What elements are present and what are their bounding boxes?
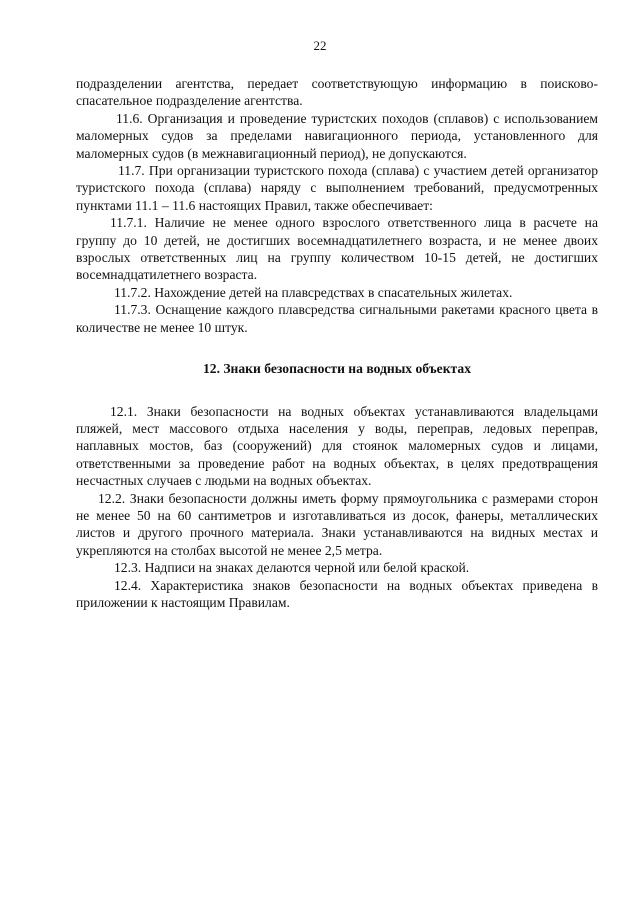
paragraph-11-6: 11.6. Организация и проведение туристских походов (сплавов) с использованием маломерных судов за пределами навигационного периода, установленного для маломерных судов (в межнавигационный период), не допускаются. — [76, 110, 598, 161]
paragraph-12-4: 12.4. Характеристика знаков безопасности на водных объектах приведена в приложении к настоящим Правилам. — [76, 577, 598, 610]
paragraph-11-7: 11.7. При организации туристского похода (сплава) с участием детей организатор туристского похода (сплава) наряду с выполнением требований, предусмотренных пунктами 11.1 – 11.6 настоящих Правил, также обеспечивает: — [76, 163, 598, 213]
paragraph-11-7-3: 11.7.3. Оснащение каждого плавсредства сигнальными ракетами красного цвета в количестве не менее 10 штук. — [76, 302, 598, 335]
document-body — [76, 75, 598, 611]
paragraph-11-7-1: 11.7.1. Наличие не менее одного взрослого ответственного лица в расчете на группу до 10 детей, не достигших восемнадцатилетнего возраста, и не менее двоих взрослых ответственных лиц на группу количеством 10-15 детей, не достигших восемнадцатилетнего возраста. — [76, 215, 598, 283]
paragraph-12-1: 12.1. Знаки безопасности на водных объектах устанавливаются владельцами пляжей, мест массового отдыха населения у воды, переправ, ледовых переправ, наплавных мостов, баз (сооружений) для стоянок маломерных судов и лицами, ответственными за проведение работ на водных объектах, в целях предотвращения несчастных случаев с людьми на водных объектах. — [76, 403, 598, 489]
paragraph-continuation: подразделении агентства, передает соответствующую информацию в поисково-спасательное подразделение агентства. — [76, 76, 598, 109]
page-number: 22 — [313, 38, 327, 53]
paragraph-12-2: 12.2. Знаки безопасности должны иметь форму прямоугольника с размерами сторон не менее 50 на 60 сантиметров и изготавливаться из досок, фанеры, металлических листов и другого прочного материала. Знаки устанавливаются на видных местах и укрепляются на столбах высотой не менее 2,5 метра. — [76, 490, 598, 558]
paragraph-11-7-2: 11.7.2. Нахождение детей на плавсредствах в спасательных жилетах. — [114, 284, 513, 300]
paragraph-12-3: 12.3. Надписи на знаках делаются черной или белой краской. — [114, 560, 470, 576]
section-title: 12. Знаки безопасности на водных объектах — [202, 361, 471, 377]
